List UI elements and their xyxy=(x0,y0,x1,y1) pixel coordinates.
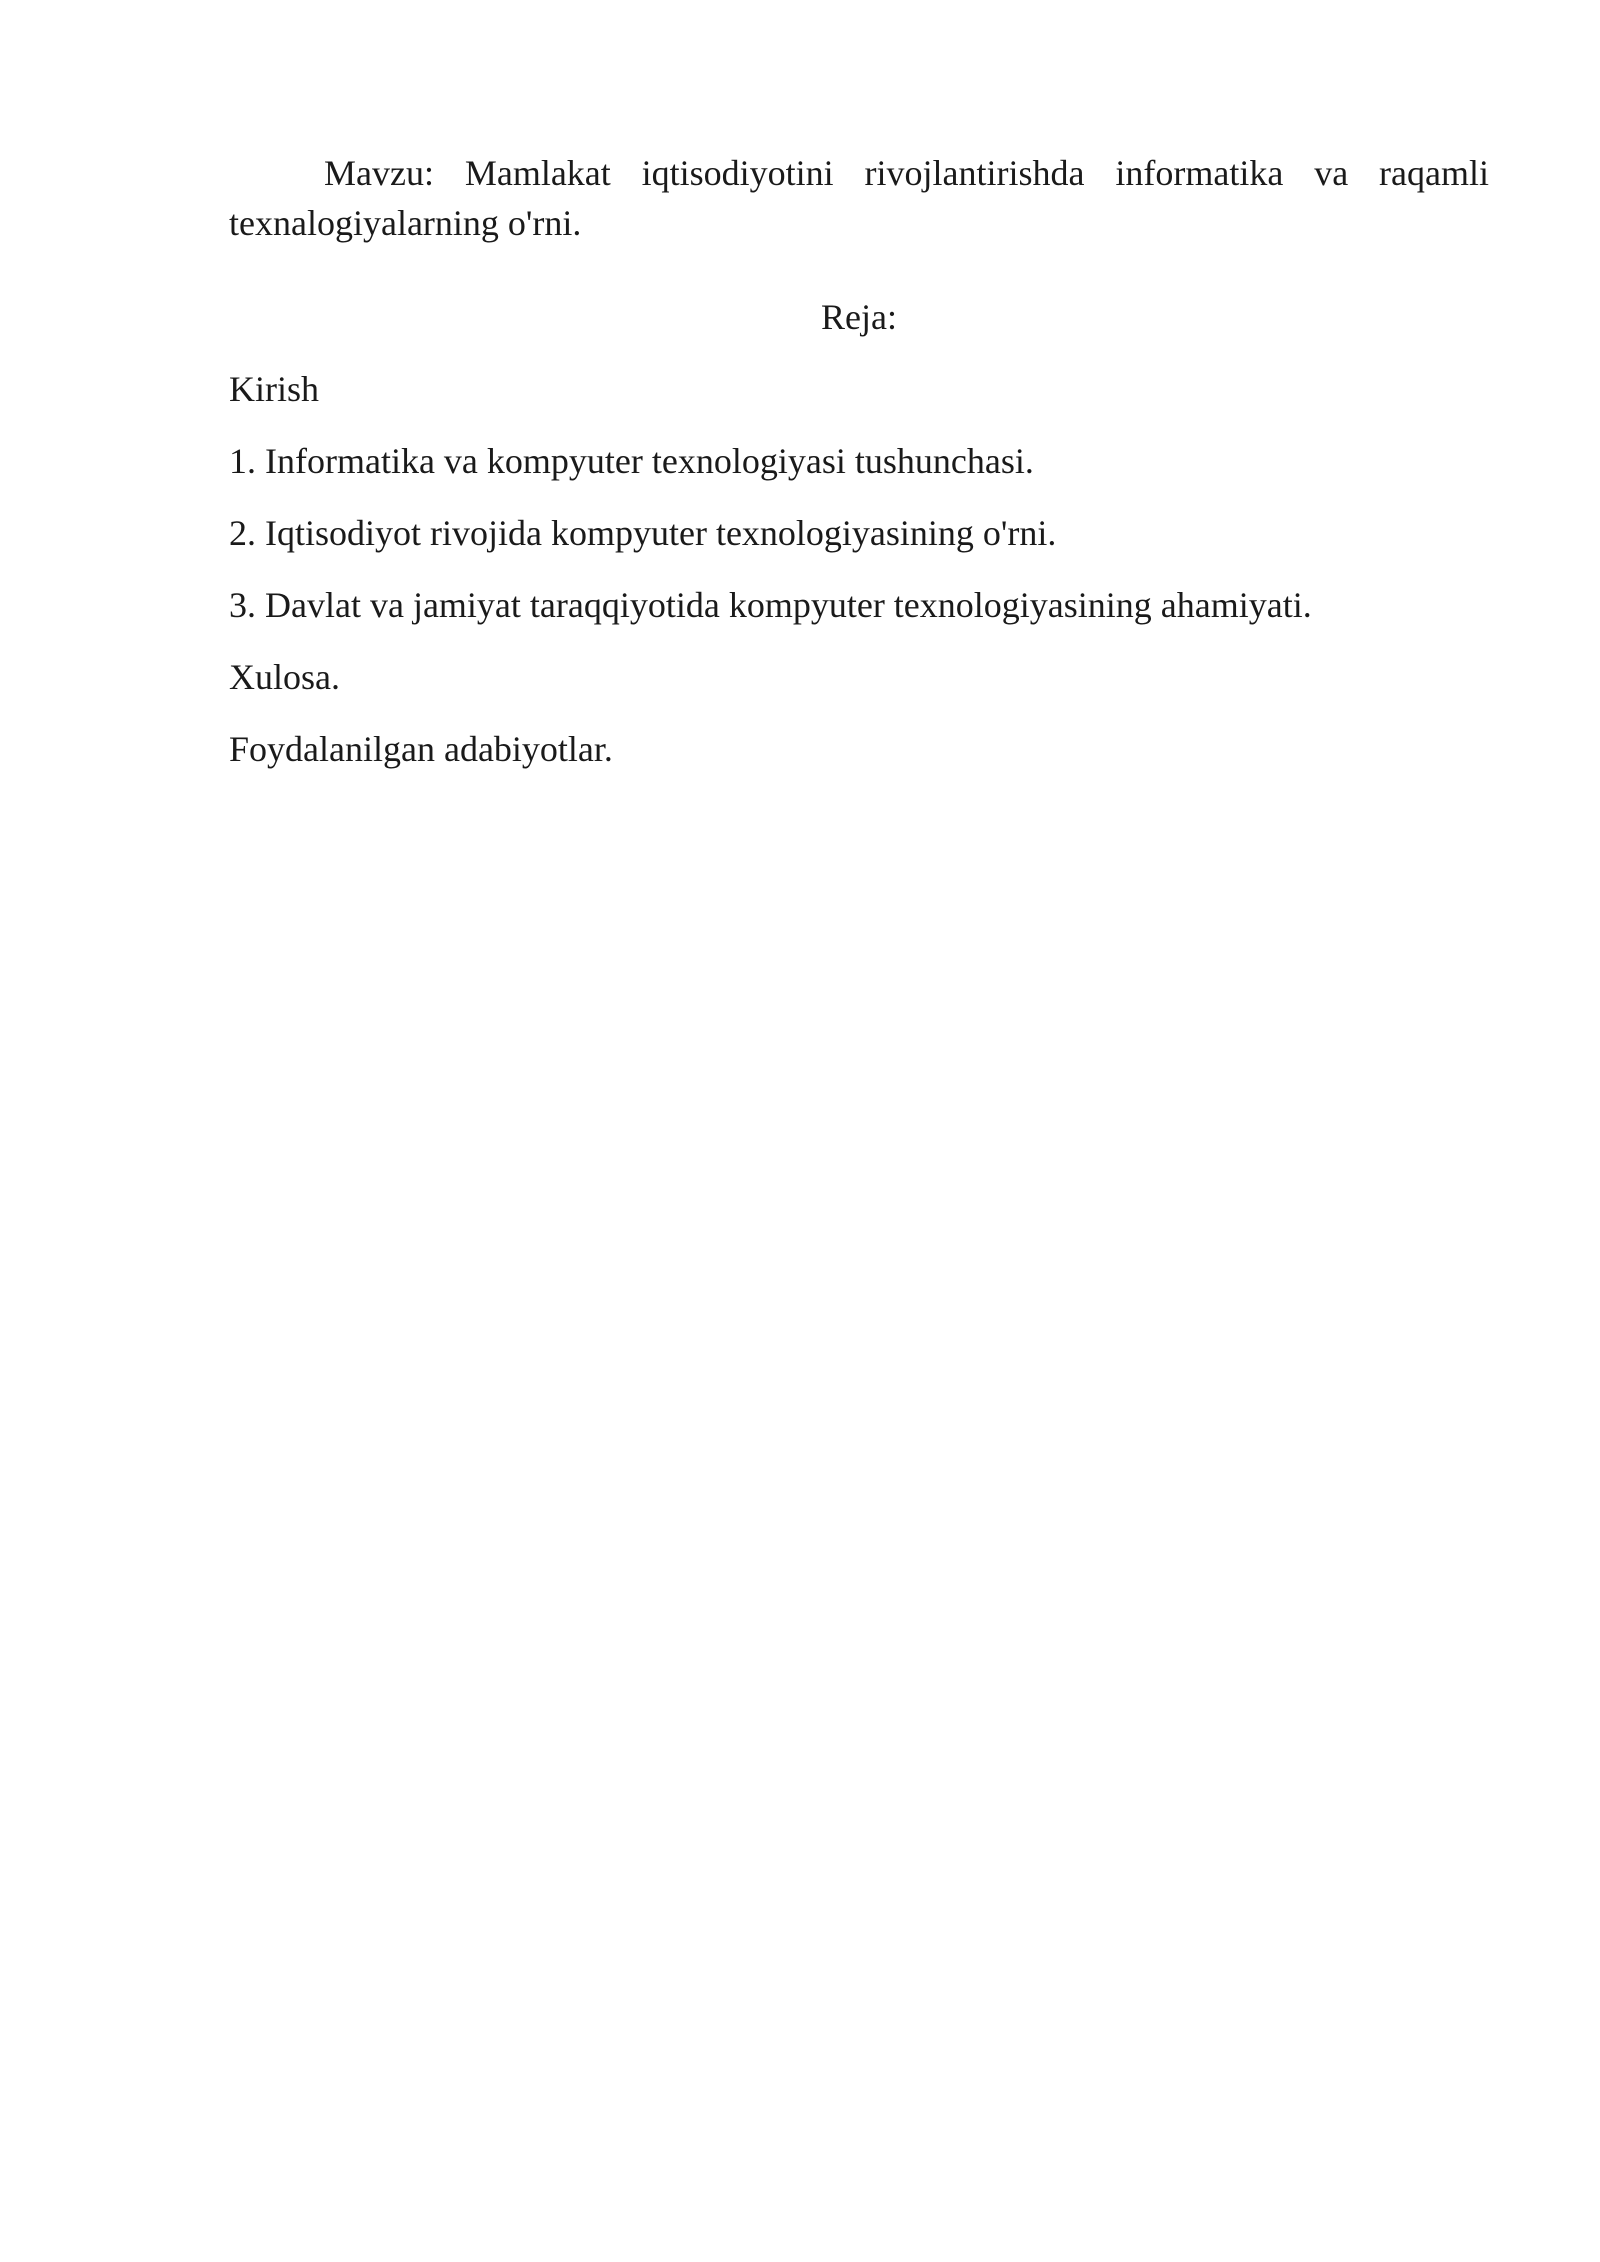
plan-item-1: 1. Informatika va kompyuter texnologiyasi tushunchasi. xyxy=(229,441,1034,481)
plan-item-3: 3. Davlat va jamiyat taraqqiyotida kompyuter texnologiyasining ahamiyati. xyxy=(229,585,1312,625)
plan-heading: Reja: xyxy=(821,297,897,337)
document-body xyxy=(229,148,1489,796)
plan-item-references: Foydalanilgan adabiyotlar. xyxy=(229,729,613,769)
plan-item-intro: Kirish xyxy=(229,369,319,409)
topic-paragraph: Mavzu: Mamlakat iqtisodiyotini rivojlantirishda informatika va raqamli texnalogiyalarning o'rni. xyxy=(229,153,1489,243)
plan-list xyxy=(229,364,1489,774)
plan-item-2: 2. Iqtisodiyot rivojida kompyuter texnologiyasining o'rni. xyxy=(229,513,1057,553)
plan-item-conclusion: Xulosa. xyxy=(229,657,340,697)
